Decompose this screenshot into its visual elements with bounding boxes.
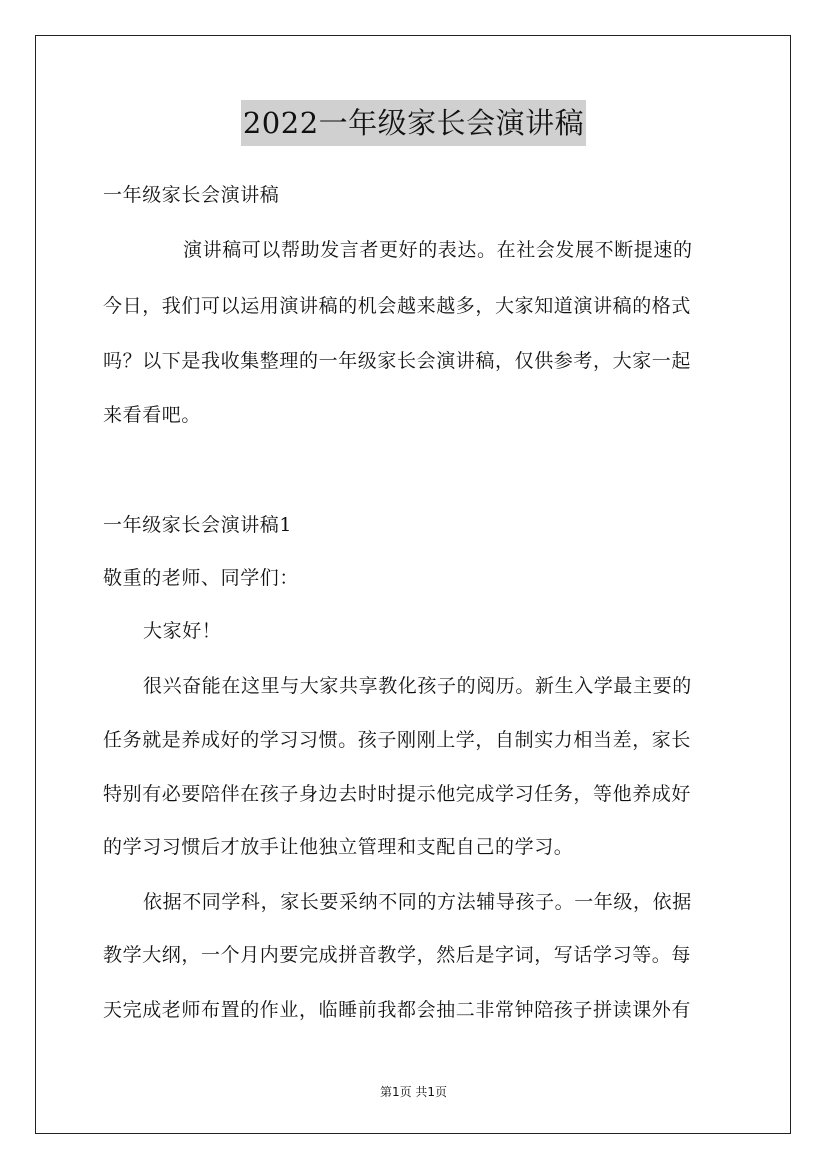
title-container [0,100,827,146]
paragraph-line: 任务就是养成好的学习习惯。孩子刚刚上学，自制实力相当差，家长 [103,729,692,751]
page-footer: 第1页 共1页 [379,1085,448,1099]
greeting: 大家好！ [143,620,222,642]
paragraph-line: 特别有必要陪伴在孩子身边去时时提示他完成学习任务，等他养成好 [103,783,692,805]
paragraph-line: 依据不同学科，家长要采纳不同的方法辅导孩子。一年级，依据 [143,891,692,913]
document-title: 2022一年级家长会演讲稿 [241,100,586,146]
subtitle: 一年级家长会演讲稿 [103,184,280,206]
salutation: 敬重的老师、同学们： [103,567,300,589]
section-heading: 一年级家长会演讲稿1 [103,514,293,536]
paragraph-line: 的学习习惯后才放手让他独立管理和支配自己的学习。 [103,836,574,858]
intro-line: 吗？以下是我收集整理的一年级家长会演讲稿，仅供参考，大家一起 [103,350,692,372]
intro-line: 来看看吧。 [103,404,202,426]
intro-line: 今日，我们可以运用演讲稿的机会越来越多，大家知道演讲稿的格式 [103,295,692,317]
paragraph-line: 教学大纲，一个月内要完成拼音教学，然后是字词，写话学习等。每 [103,944,692,966]
paragraph-line: 很兴奋能在这里与大家共享教化孩子的阅历。新生入学最主要的 [143,675,692,697]
paragraph-line: 天完成老师布置的作业，临睡前我都会抽二非常钟陪孩子拼读课外有 [103,999,692,1021]
intro-line: 演讲稿可以帮助发言者更好的表达。在社会发展不断提速的 [183,239,693,261]
